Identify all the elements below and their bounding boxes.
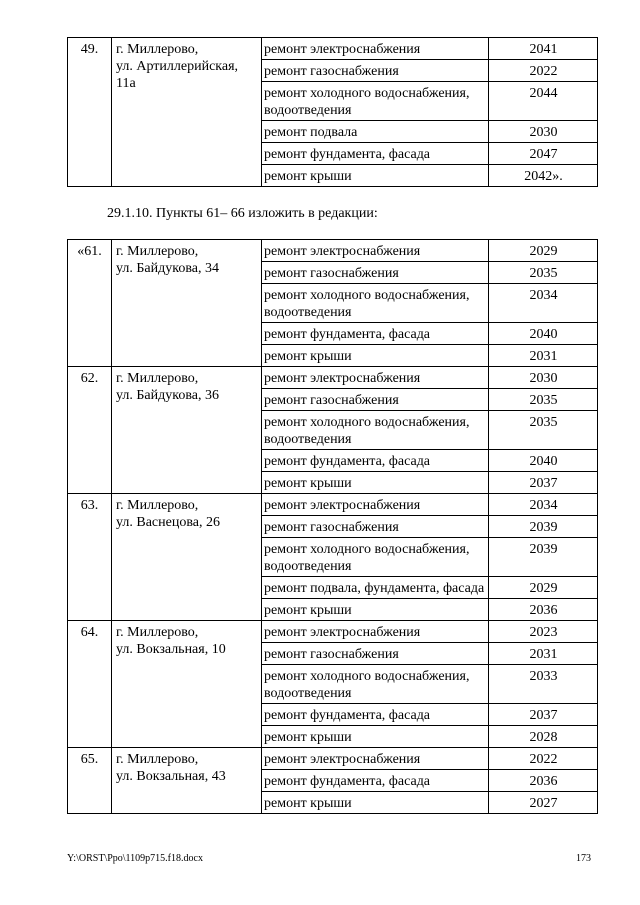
entry-number: 49. (68, 38, 112, 187)
work-type: ремонт газоснабжения (262, 262, 489, 284)
work-type: ремонт холодного водоснабжения, водоотведения (262, 538, 489, 577)
address-line: г. Миллерово, (116, 371, 199, 386)
address-line: г. Миллерово, (116, 752, 199, 767)
work-year: 2034 (489, 284, 598, 323)
work-type: ремонт холодного водоснабжения, водоотведения (262, 665, 489, 704)
address-line: г. Миллерово, (116, 625, 199, 640)
address-line: ул. Байдукова, 36 (116, 388, 219, 403)
entry-number: 62. (68, 367, 112, 494)
work-year: 2039 (489, 538, 598, 577)
repair-schedule-table-continued (67, 37, 598, 187)
address-line: ул. Артиллерийская, (116, 59, 239, 74)
entry-number: 63. (68, 494, 112, 621)
work-year: 2034 (489, 494, 598, 516)
work-type: ремонт крыши (262, 726, 489, 748)
work-year: 2022 (489, 748, 598, 770)
work-type: ремонт подвала, фундамента, фасада (262, 577, 489, 599)
work-year: 2037 (489, 704, 598, 726)
work-type: ремонт фундамента, фасада (262, 323, 489, 345)
work-type: ремонт электроснабжения (262, 240, 489, 262)
work-year: 2040 (489, 450, 598, 472)
address-line: г. Миллерово, (116, 42, 199, 57)
work-type: ремонт крыши (262, 599, 489, 621)
table-row (68, 494, 598, 516)
table-row (68, 367, 598, 389)
work-type: ремонт крыши (262, 165, 489, 187)
work-year: 2030 (489, 121, 598, 143)
entry-address (112, 240, 262, 367)
work-year: 2022 (489, 60, 598, 82)
entry-address (112, 494, 262, 621)
work-year: 2044 (489, 82, 598, 121)
work-year: 2023 (489, 621, 598, 643)
work-year: 2036 (489, 770, 598, 792)
work-type: ремонт электроснабжения (262, 748, 489, 770)
work-type: ремонт электроснабжения (262, 621, 489, 643)
repair-schedule-table-new (67, 239, 598, 814)
footer-file-path: Y:\ORST\Ppo\1109p715.f18.docx (67, 853, 203, 864)
address-line: ул. Васнецова, 26 (116, 515, 220, 530)
work-type: ремонт фундамента, фасада (262, 450, 489, 472)
work-year: 2029 (489, 240, 598, 262)
work-type: ремонт электроснабжения (262, 367, 489, 389)
work-year: 2041 (489, 38, 598, 60)
work-type: ремонт электроснабжения (262, 494, 489, 516)
work-year: 2031 (489, 345, 598, 367)
work-type: ремонт крыши (262, 792, 489, 814)
work-type: ремонт подвала (262, 121, 489, 143)
work-type: ремонт газоснабжения (262, 643, 489, 665)
address-line: ул. Вокзальная, 43 (116, 769, 226, 784)
entry-address (112, 38, 262, 187)
work-type: ремонт холодного водоснабжения, водоотведения (262, 284, 489, 323)
work-year: 2029 (489, 577, 598, 599)
work-year: 2031 (489, 643, 598, 665)
work-type: ремонт фундамента, фасада (262, 704, 489, 726)
work-type: ремонт газоснабжения (262, 60, 489, 82)
work-year: 2028 (489, 726, 598, 748)
entry-number: 65. (68, 748, 112, 814)
address-line: г. Миллерово, (116, 498, 199, 513)
table-row (68, 240, 598, 262)
work-type: ремонт газоснабжения (262, 516, 489, 538)
table-row (68, 38, 598, 60)
address-line: 11а (116, 76, 136, 91)
work-year: 2036 (489, 599, 598, 621)
work-type: ремонт холодного водоснабжения, водоотведения (262, 82, 489, 121)
work-year: 2030 (489, 367, 598, 389)
table1-body (68, 38, 598, 187)
work-type: ремонт электроснабжения (262, 38, 489, 60)
address-line: г. Миллерово, (116, 244, 199, 259)
entry-address (112, 621, 262, 748)
table2-body (68, 240, 598, 814)
work-type: ремонт холодного водоснабжения, водоотведения (262, 411, 489, 450)
work-year: 2037 (489, 472, 598, 494)
work-type: ремонт крыши (262, 345, 489, 367)
work-year: 2027 (489, 792, 598, 814)
entry-address (112, 748, 262, 814)
work-type: ремонт газоснабжения (262, 389, 489, 411)
work-year: 2047 (489, 143, 598, 165)
entry-address (112, 367, 262, 494)
entry-number: «61. (68, 240, 112, 367)
amendment-paragraph: 29.1.10. Пункты 61– 66 изложить в редакции: (107, 206, 378, 221)
work-type: ремонт фундамента, фасада (262, 770, 489, 792)
work-year: 2039 (489, 516, 598, 538)
work-year: 2035 (489, 262, 598, 284)
table-row (68, 748, 598, 770)
work-year: 2035 (489, 389, 598, 411)
work-year: 2035 (489, 411, 598, 450)
work-year: 2040 (489, 323, 598, 345)
work-type: ремонт фундамента, фасада (262, 143, 489, 165)
work-type: ремонт крыши (262, 472, 489, 494)
work-year: 2033 (489, 665, 598, 704)
address-line: ул. Вокзальная, 10 (116, 642, 226, 657)
work-year: 2042». (489, 165, 598, 187)
footer-page-number: 173 (576, 853, 591, 864)
address-line: ул. Байдукова, 34 (116, 261, 219, 276)
table-row (68, 621, 598, 643)
entry-number: 64. (68, 621, 112, 748)
